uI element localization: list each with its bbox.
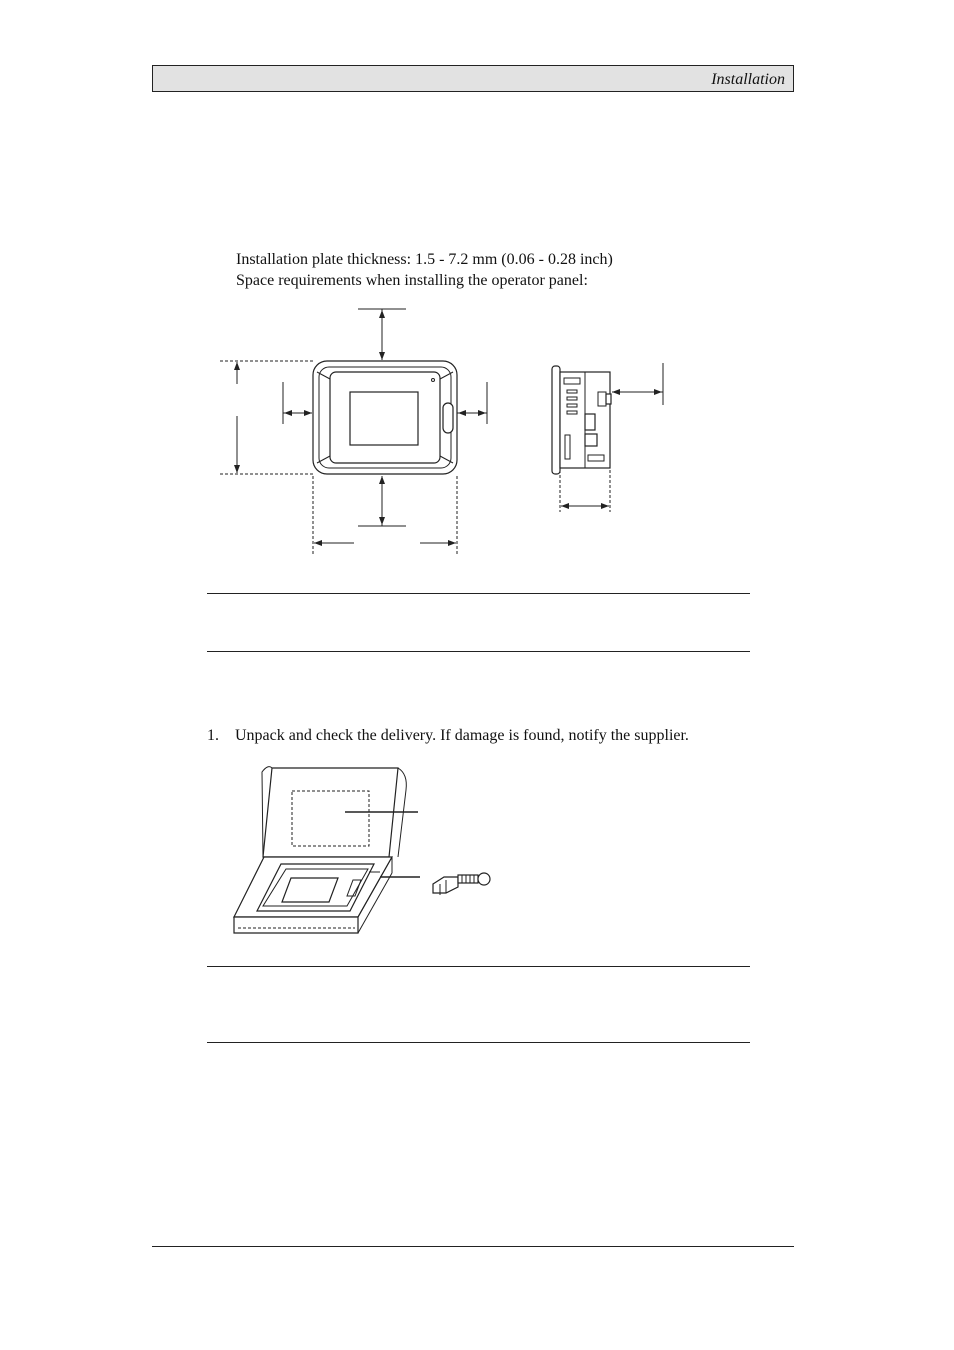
section-title: Installation	[711, 71, 785, 88]
space-requirements-text: Space requirements when installing the operator panel:	[236, 272, 588, 289]
mounting-clamp-icon	[433, 873, 490, 895]
step-text: Unpack and check the delivery. If damage is found, notify the supplier.	[235, 727, 689, 744]
plate-thickness-text: Installation plate thickness: 1.5 - 7.2 mm (0.06 - 0.28 inch)	[236, 251, 613, 268]
footer-rule	[152, 1246, 794, 1247]
note-rule-bottom-2	[207, 1042, 750, 1043]
step-number: 1.	[207, 727, 219, 744]
note-rule-top-2	[207, 966, 750, 967]
opened-delivery-box-icon	[234, 767, 420, 933]
